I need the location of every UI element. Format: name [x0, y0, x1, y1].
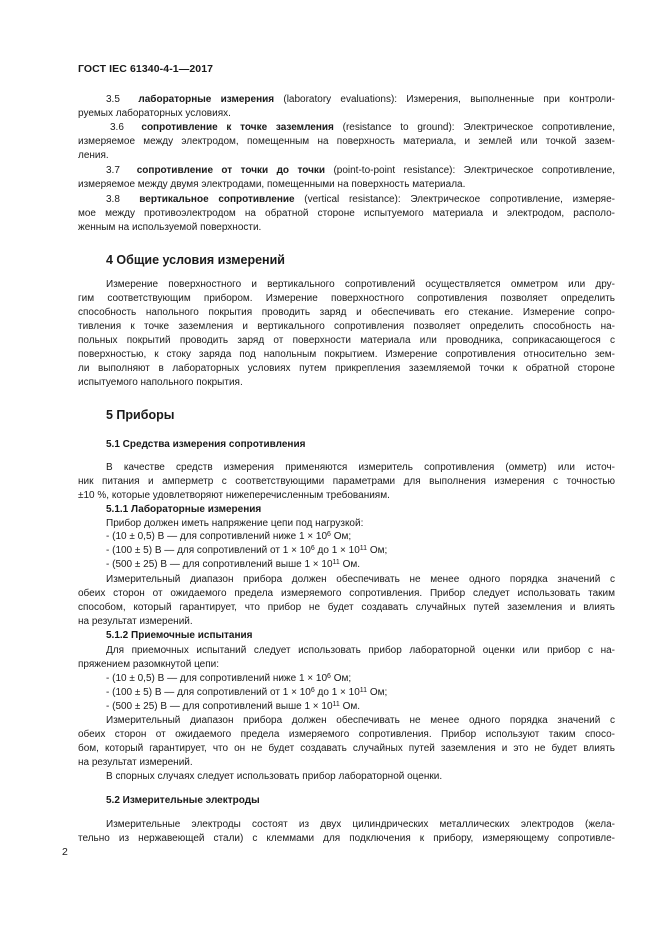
term-3-7-line-2: измеряемое между двумя электродами, помещенными на поверхность материала. [78, 179, 466, 190]
subsection-5-1-title: 5.1 Средства измерения сопротивления [106, 439, 306, 450]
s52-paragraph-line: тельно из нержавеющей стали) с клеммами для подключения к прибору, измеряющему сопротивле- [78, 833, 615, 844]
term-3-8-line-3: женным на используемой поверхности. [78, 222, 262, 233]
s512-list-item-2: - (100 ± 5) В — для сопротивлений от $1 \times 10^6$ до $1 \times 10^{11}$ Ом; [106, 687, 388, 698]
term-3-6-line-3: ления. [78, 150, 109, 161]
s512-paragraph-line: бом, который гарантирует, что он не будет создавать случайных путей заземления и это не будет влиять [78, 743, 615, 754]
s51-paragraph-line: ±10 %, которые удовлетворяют нижеперечисленным требованиям. [78, 490, 390, 501]
s512-list-item-1: - (10 ± 0,5) В — для сопротивлений ниже $1 \times 10^6$ Ом; [106, 673, 352, 684]
s511-intro: Прибор должен иметь напряжение цепи под нагрузкой: [106, 518, 364, 529]
s51-paragraph-line: ник питания и амперметр с соответствующими параметрами для выполнения измерения с точностью [78, 476, 615, 487]
document-header: ГОСТ IEC 61340-4-1—2017 [78, 63, 214, 75]
term-3-8-line-2: мое между противоэлектродом на обратной стороне испытуемого материала и электродом, располо- [78, 208, 615, 219]
term-3-6-name: сопротивление к точке заземления [141, 122, 334, 133]
term-3-8-name: вертикальное сопротивление [139, 194, 295, 205]
term-3-7-line-1: 3.7 сопротивление от точки до точки (point-to-point resistance): Электрическое сопротивление, [106, 165, 615, 176]
s512-paragraph-line: Для приемочных испытаний следует использовать прибор лабораторной оценки или прибор с на- [106, 645, 615, 656]
term-3-5-name: лабораторные измерения [138, 94, 275, 105]
s511-paragraph-line: на результат измерений. [78, 616, 193, 627]
term-3-5-line-2: руемых лабораторных условиях. [78, 108, 231, 119]
s52-paragraph-line: Измерительные электроды состоят из двух цилиндрических металлических электродов (жела- [106, 819, 615, 830]
s4-paragraph-line: способность напольного покрытия проводить заряд и обеспечивать его стекание. Измерение сопро- [78, 307, 615, 318]
s51-paragraph-line: В качестве средств измерения применяются измеритель сопротивления (омметр) или источ- [106, 462, 615, 473]
s511-paragraph-line: способом, который гарантирует, что прибор не будет создавать случайных путей заземления и влиять [78, 602, 615, 613]
s512-list-item-3: - (500 ± 25) В — для сопротивлений выше $1 \times 10^{11}$ Ом. [106, 701, 361, 712]
s511-paragraph-line: Измерительный диапазон прибора должен обеспечивать не менее одного порядка значений с [106, 574, 615, 585]
subsection-5-1-2-title: 5.1.2 Приемочные испытания [106, 630, 253, 641]
term-3-5-line-1: 3.5 лабораторные измерения (laboratory evaluations): Измерения, выполненные при контроли- [106, 94, 615, 105]
subsection-5-1-1-title: 5.1.1 Лабораторные измерения [106, 504, 262, 515]
s512-paragraph-line: В спорных случаях следует использовать прибор лабораторной оценки. [106, 771, 443, 782]
s4-paragraph-line: ли выполняют в лабораторных условиях путем прикрепления заземляемой точки к обратной стороне [78, 363, 615, 374]
s4-paragraph-line: гим соответствующим прибором. Измерение поверхностного сопротивления позволяет определить [78, 293, 615, 304]
page-number: 2 [62, 846, 68, 858]
s4-paragraph-line: поверхностью, к стоку заряда под напольным покрытием. Измерение сопротивления относительно зем- [78, 349, 615, 360]
s512-paragraph-line: обеих сторон от ожидаемого предела измеряемого сопротивления. Прибор используют таким спосо- [78, 729, 615, 740]
s511-paragraph-line: обеих сторон от ожидаемого предела измеряемого сопротивления. Прибор следует использовать таким [78, 588, 615, 599]
section-5-title: 5 Приборы [106, 408, 175, 422]
s4-paragraph-line: Измерение поверхностного и вертикального сопротивлений осуществляется омметром или дру- [106, 279, 615, 290]
term-3-6-line-2: измеряемое между электродом, помещенным на поверхность материала, и землей или точкой зазем- [78, 136, 615, 147]
s511-list-item-1: - (10 ± 0,5) В — для сопротивлений ниже $1 \times 10^6$ Ом; [106, 531, 352, 542]
s511-list-item-2: - (100 ± 5) В — для сопротивлений от $1 \times 10^6$ до $1 \times 10^{11}$ Ом; [106, 545, 388, 556]
s512-paragraph-line: пряжением разомкнутой цепи: [78, 659, 220, 670]
section-4-title: 4 Общие условия измерений [106, 253, 285, 267]
s512-paragraph-line: Измерительный диапазон прибора должен обеспечивать не менее одного порядка значений с [106, 715, 615, 726]
s4-paragraph-line: польных покрытий проводить заряд от поверхности материала или проводника, соприкасающегося с [78, 335, 615, 346]
term-3-8-line-1: 3.8 вертикальное сопротивление (vertical resistance): Электрическое сопротивление, измеряе- [106, 194, 615, 205]
term-3-7-name: сопротивление от точки до точки [136, 165, 326, 176]
term-3-6-line-1: 3.6 сопротивление к точке заземления (resistance to ground): Электрическое сопротивление, [110, 122, 615, 133]
s511-list-item-3: - (500 ± 25) В — для сопротивлений выше $1 \times 10^{11}$ Ом. [106, 559, 361, 570]
s4-paragraph-line: испытуемого напольного покрытия. [78, 377, 243, 388]
s512-paragraph-line: на результат измерений. [78, 757, 193, 768]
subsection-5-2-title: 5.2 Измерительные электроды [106, 795, 260, 806]
s4-paragraph-line: тивления к точке заземления и вертикального сопротивления позволяет определить способность на- [78, 321, 615, 332]
